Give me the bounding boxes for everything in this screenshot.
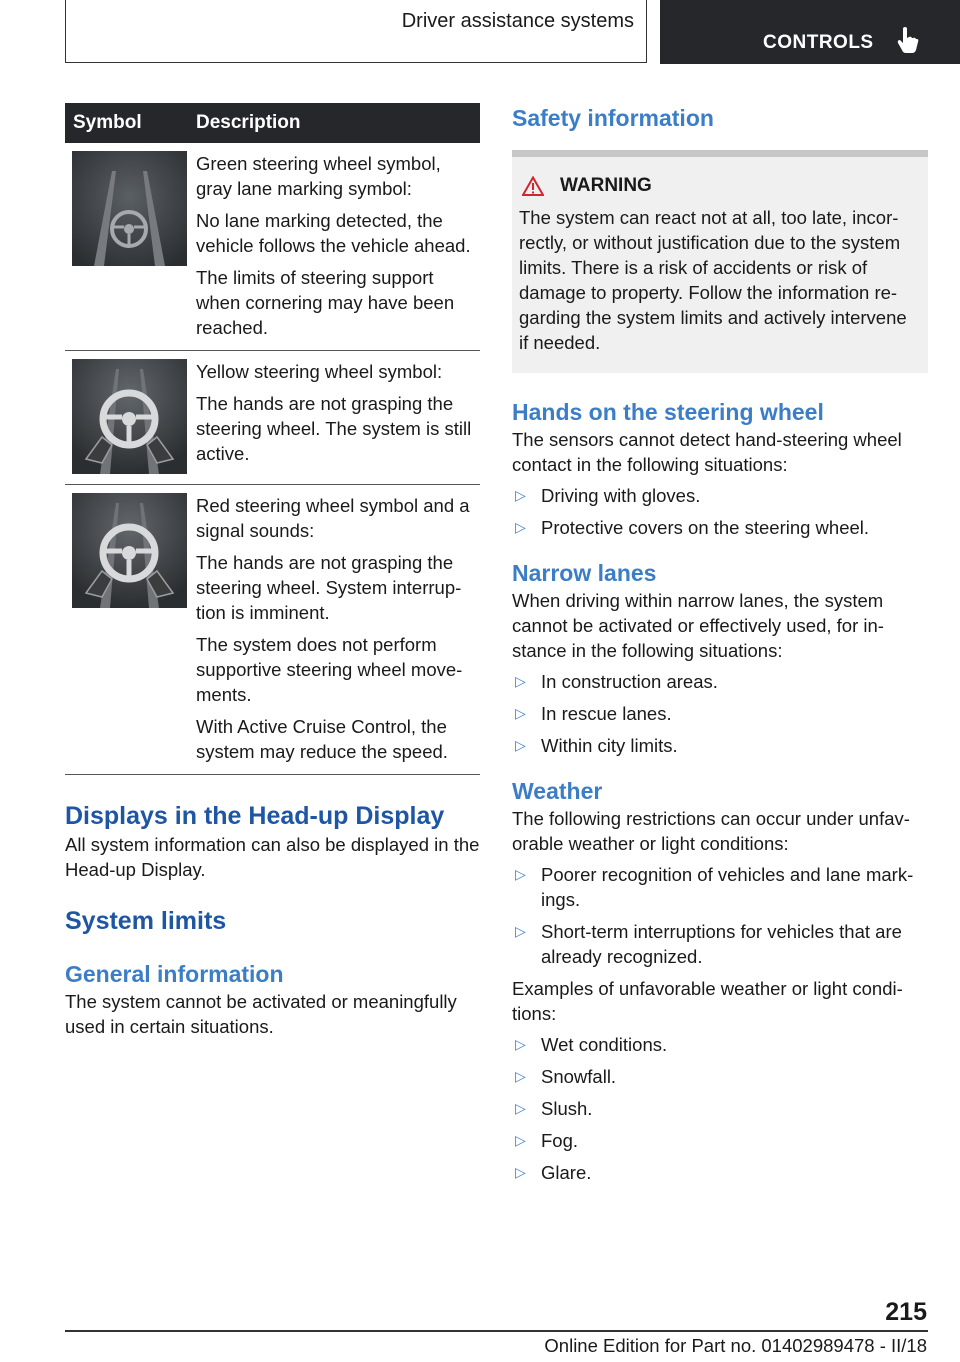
row-3-line-2: The hands are not grasping the steering wheel. System interruption is imminent. xyxy=(196,552,462,623)
list-item: ▷ Protective covers on the steering wheel. xyxy=(515,517,870,538)
triangle-bullet-icon: ▷ xyxy=(515,866,526,882)
row-2-line-2: The hands are not grasping the steering wheel. The system is still active. xyxy=(196,393,472,464)
examples-list xyxy=(512,1032,928,1185)
triangle-bullet-icon: ▷ xyxy=(515,487,526,503)
general-info-text: The system cannot be activated or meaningfully used in certain situations. xyxy=(65,991,457,1037)
list-item: ▷ Glare. xyxy=(515,1162,592,1183)
triangle-bullet-icon: ▷ xyxy=(515,1068,526,1084)
yellow-steering-wheel-icon xyxy=(72,359,187,474)
triangle-bullet-icon: ▷ xyxy=(515,1164,526,1180)
left-column xyxy=(65,103,480,1039)
weather-heading: Weather xyxy=(512,778,603,804)
hand-pointer-icon xyxy=(897,26,919,54)
col-symbol-header: Symbol xyxy=(65,103,196,143)
narrow-lanes-text: When driving within narrow lanes, the system cannot be activated or effectively used, for instance in the following situations: xyxy=(512,590,884,661)
row-3-line-1: Red steering wheel symbol and a signal sounds: xyxy=(196,495,470,541)
triangle-bullet-icon: ▷ xyxy=(515,1100,526,1116)
weather-list xyxy=(512,862,928,969)
examples-text: Examples of unfavorable weather or light conditions: xyxy=(512,978,903,1024)
hands-list xyxy=(512,483,928,540)
row-2-line-1: Yellow steering wheel symbol: xyxy=(196,361,443,382)
system-limits-heading: System limits xyxy=(65,907,227,935)
triangle-bullet-icon: ▷ xyxy=(515,705,526,721)
hud-text: All system information can also be displayed in the Head-up Display. xyxy=(65,834,480,880)
table-row xyxy=(65,143,480,351)
green-steering-wheel-icon xyxy=(72,151,187,266)
list-item: ▷ Fog. xyxy=(515,1130,579,1151)
hands-heading: Hands on the steering wheel xyxy=(512,399,824,425)
list-item: ▷ Within city limits. xyxy=(515,735,678,756)
list-item: ▷ In rescue lanes. xyxy=(515,703,672,724)
warning-triangle-icon xyxy=(522,176,544,196)
symbol-table xyxy=(65,103,480,775)
edition-info: Online Edition for Part no. 01402989478 - II/18 xyxy=(544,1335,927,1356)
row-1-line-1: Green steering wheel symbol, gray lane marking symbol: xyxy=(196,153,441,199)
list-item: ▷ Wet conditions. xyxy=(515,1034,668,1055)
row-1-line-2: No lane marking detected, the vehicle follows the vehicle ahead. xyxy=(196,210,471,256)
general-info-heading: General information xyxy=(65,961,284,987)
list-item: ▷ Driving with gloves. xyxy=(515,485,701,506)
table-row xyxy=(65,485,480,775)
chapter-title: CONTROLS xyxy=(763,32,874,53)
triangle-bullet-icon: ▷ xyxy=(515,737,526,753)
triangle-bullet-icon: ▷ xyxy=(515,519,526,535)
red-steering-wheel-icon xyxy=(72,493,187,608)
warning-text: The system can react not at all, too late, incorrectly, or without justification due to the system limits. There is a risk of accidents or risk of damage to property. Follow the information regarding the system limits and actively intervene if needed. xyxy=(519,207,907,353)
page-number: 215 xyxy=(885,1298,927,1326)
section-title: Driver assistance systems xyxy=(401,10,634,32)
list-item: ▷ Snowfall. xyxy=(515,1066,617,1087)
warning-label: WARNING xyxy=(560,175,652,196)
row-1-line-3: The limits of steering support when cornering may have been reached. xyxy=(196,267,455,338)
triangle-bullet-icon: ▷ xyxy=(515,1036,526,1052)
triangle-bullet-icon: ▷ xyxy=(515,1132,526,1148)
triangle-bullet-icon: ▷ xyxy=(515,923,526,939)
col-description-header: Description xyxy=(196,103,480,143)
list-item: ▷ Poorer recognition of vehicles and lane markings. xyxy=(515,864,914,910)
section-tab xyxy=(65,0,647,63)
list-item: ▷ Slush. xyxy=(515,1098,593,1119)
hud-heading: Displays in the Head-up Display xyxy=(65,802,445,830)
triangle-bullet-icon: ▷ xyxy=(515,673,526,689)
narrow-lanes-heading: Narrow lanes xyxy=(512,560,657,586)
list-item: ▷ In construction areas. xyxy=(515,671,718,692)
row-3-line-3: The system does not perform supportive steering wheel movements. xyxy=(196,634,463,705)
right-column xyxy=(512,103,928,1192)
safety-heading: Safety information xyxy=(512,105,714,131)
table-row xyxy=(65,351,480,485)
warning-box xyxy=(512,150,928,373)
list-item: ▷ Short-term interruptions for vehicles that are already recognized. xyxy=(515,921,902,967)
weather-text: The following restrictions can occur under unfavorable weather or light conditions: xyxy=(512,808,910,854)
narrow-lanes-list xyxy=(512,669,928,758)
footer-divider xyxy=(65,1330,928,1332)
page-header xyxy=(0,0,960,66)
chapter-tab xyxy=(660,0,960,64)
row-3-line-4: With Active Cruise Control, the system may reduce the speed. xyxy=(196,716,448,762)
hands-text: The sensors cannot detect hand-steering wheel contact in the following situations: xyxy=(512,429,902,475)
